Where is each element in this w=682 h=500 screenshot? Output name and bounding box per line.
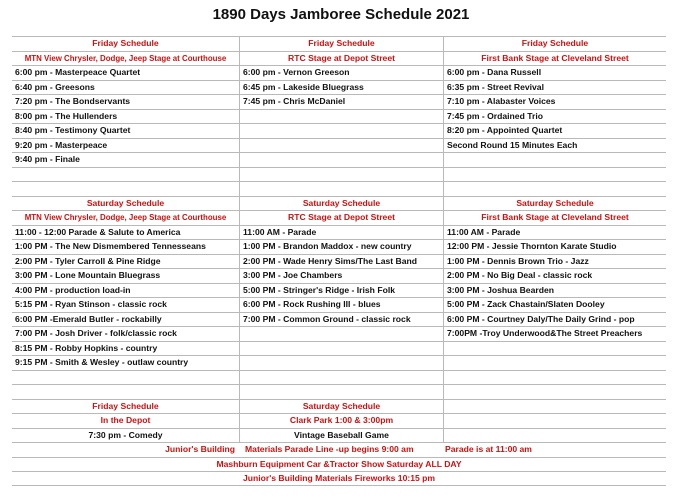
schedule-entry: 7:00 PM - Josh Driver - folk/classic rock xyxy=(15,328,177,338)
schedule-entry xyxy=(239,168,443,182)
schedule-entry: 2:00 PM - Tyler Carroll & Pine Ridge xyxy=(15,255,161,266)
schedule-entry: 6:00 pm - Dana Russell xyxy=(443,66,666,80)
schedule-entry: 1:00 PM - Brandon Maddox - new country xyxy=(239,240,443,254)
friday-header-depot: Friday Schedule xyxy=(239,37,443,51)
schedule-entry xyxy=(239,182,443,196)
schedule-entry: 8:15 PM - Robby Hopkins - country xyxy=(15,342,158,353)
schedule-entry: 7:20 pm - The Bondservants xyxy=(15,96,131,106)
schedule-row xyxy=(12,239,666,254)
schedule-entry: 5:00 PM - Stringer's Ridge - Irish Folk xyxy=(239,284,443,298)
extra-friday-item: 7:30 pm - Comedy xyxy=(88,429,163,440)
schedule-entry: 3:00 PM - Joshua Bearden xyxy=(443,284,666,298)
schedule-entry xyxy=(443,385,666,399)
saturday-header-cleveland: Saturday Schedule xyxy=(443,197,666,211)
schedule-row xyxy=(12,109,666,124)
schedule-row xyxy=(12,384,666,399)
schedule-entry: 9:20 pm - Masterpeace xyxy=(15,139,108,150)
schedule-entry: 9:15 PM - Smith & Wesley - outlaw country xyxy=(15,357,189,367)
schedule-row xyxy=(12,181,666,196)
schedule-row xyxy=(12,312,666,327)
schedule-entry: 1:00 PM - Dennis Brown Trio - Jazz xyxy=(443,255,666,269)
schedule-row xyxy=(12,355,666,370)
extra-sub-row xyxy=(12,413,666,428)
footer-fireworks: Junior's Building Materials Fireworks 10:15 pm xyxy=(242,473,436,483)
schedule-entry xyxy=(443,414,666,428)
extra-friday-header: Friday Schedule xyxy=(92,400,159,411)
extra-friday-location: In the Depot xyxy=(100,415,151,425)
footer-parade-row xyxy=(12,442,666,457)
friday-stage-cleveland: First Bank Stage at Cleveland Street xyxy=(443,52,666,66)
schedule-entry: 3:00 PM - Lone Mountain Bluegrass xyxy=(15,270,161,280)
schedule-entry: 11:00 - 12:00 Parade & Salute to America xyxy=(15,226,181,237)
extra-saturday-header: Saturday Schedule xyxy=(239,400,443,414)
extra-saturday-location: Clark Park 1:00 & 3:00pm xyxy=(239,414,443,428)
schedule-entry: 6:00 pm - Vernon Greeson xyxy=(239,66,443,80)
schedule-entry: 8:20 pm - Appointed Quartet xyxy=(443,124,666,138)
friday-header-cleveland: Friday Schedule xyxy=(443,37,666,51)
schedule-entry: 6:45 pm - Lakeside Bluegrass xyxy=(239,81,443,95)
schedule-row xyxy=(12,138,666,153)
schedule-row xyxy=(12,268,666,283)
schedule-entry: Second Round 15 Minutes Each xyxy=(443,139,666,153)
saturday-stage-courthouse: MTN View Chrysler, Dodge, Jeep Stage at Courthouse xyxy=(24,213,227,222)
schedule-row xyxy=(12,370,666,385)
page-title: 1890 Days Jamboree Schedule 2021 xyxy=(212,6,470,23)
schedule-entry: 7:45 pm - Ordained Trio xyxy=(443,110,666,124)
schedule-entry: 9:40 pm - Finale xyxy=(15,154,80,164)
schedule-row xyxy=(12,297,666,312)
schedule-entry xyxy=(12,182,239,196)
schedule-entry: 8:40 pm - Testimony Quartet xyxy=(15,125,131,135)
schedule-entry xyxy=(239,124,443,138)
saturday-header-row xyxy=(12,196,666,211)
schedule-entry: 6:00 pm - Masterpeace Quartet xyxy=(15,67,141,77)
schedule-entry xyxy=(443,371,666,385)
schedule-entry xyxy=(443,356,666,370)
schedule-row xyxy=(12,225,666,240)
schedule-entry: 6:00 PM - Courtney Daly/The Daily Grind - pop xyxy=(443,313,666,327)
schedule-entry: 2:00 PM - No Big Deal - classic rock xyxy=(443,269,666,283)
footer-parade-b: Materials Parade Line -up begins 9:00 am xyxy=(245,444,414,454)
schedule-row xyxy=(12,123,666,138)
footer-car-show: Mashburn Equipment Car &Tractor Show Saturday ALL DAY xyxy=(216,458,462,469)
schedule-row xyxy=(12,80,666,95)
schedule-entry xyxy=(443,182,666,196)
saturday-header-depot: Saturday Schedule xyxy=(239,197,443,211)
friday-stage-depot: RTC Stage at Depot Street xyxy=(239,52,443,66)
schedule-entry: 7:45 pm - Chris McDaniel xyxy=(239,95,443,109)
footer-parade-a: Junior's Building xyxy=(165,444,235,454)
schedule-entry: 5:00 PM - Zack Chastain/Slaten Dooley xyxy=(443,298,666,312)
saturday-stage-depot: RTC Stage at Depot Street xyxy=(239,211,443,225)
friday-header-row xyxy=(12,36,666,51)
footer-car-show-row xyxy=(12,457,666,472)
schedule-entry: 3:00 PM - Joe Chambers xyxy=(239,269,443,283)
schedule-entry xyxy=(443,400,666,414)
schedule-row xyxy=(12,65,666,80)
friday-header-courthouse: Friday Schedule xyxy=(92,38,159,48)
schedule-entry xyxy=(12,168,239,182)
schedule-entry xyxy=(239,139,443,153)
schedule-entry: 6:00 PM - Rock Rushing III - blues xyxy=(239,298,443,312)
schedule-entry xyxy=(12,371,239,385)
schedule-row xyxy=(12,94,666,109)
extra-saturday-item: Vintage Baseball Game xyxy=(239,429,443,443)
schedule-entry: 12:00 PM - Jessie Thornton Karate Studio xyxy=(443,240,666,254)
schedule-entry: 7:00 PM - Common Ground - classic rock xyxy=(239,313,443,327)
footer-parade-c: Parade is at 11:00 am xyxy=(445,444,532,454)
schedule-entry: 7:10 pm - Alabaster Voices xyxy=(443,95,666,109)
schedule-grid xyxy=(12,36,666,486)
schedule-entry: 6:00 PM -Emerald Butler - rockabilly xyxy=(15,313,162,324)
friday-stage-row xyxy=(12,51,666,66)
schedule-entry xyxy=(239,371,443,385)
schedule-entry: 6:35 pm - Street Revival xyxy=(443,81,666,95)
schedule-row xyxy=(12,283,666,298)
schedule-entry xyxy=(239,356,443,370)
schedule-entry xyxy=(239,342,443,356)
schedule-entry: 2:00 PM - Wade Henry Sims/The Last Band xyxy=(239,255,443,269)
saturday-header-courthouse: Saturday Schedule xyxy=(86,197,165,208)
schedule-entry xyxy=(443,429,666,443)
schedule-entry: 4:00 PM - production load-in xyxy=(15,284,131,295)
saturday-stage-row xyxy=(12,210,666,225)
schedule-entry: 11:00 AM - Parade xyxy=(239,226,443,240)
schedule-entry xyxy=(239,327,443,341)
schedule-entry: 7:00PM -Troy Underwood&The Street Preachers xyxy=(443,327,666,341)
footer-fireworks-row xyxy=(12,471,666,486)
schedule-row xyxy=(12,152,666,167)
schedule-entry xyxy=(443,153,666,167)
schedule-entry: 1:00 PM - The New Dismembered Tennesseans xyxy=(15,241,206,251)
schedule-entry: 5:15 PM - Ryan Stinson - classic rock xyxy=(15,299,167,309)
saturday-stage-cleveland: First Bank Stage at Cleveland Street xyxy=(443,211,666,225)
schedule-entry: 11:00 AM - Parade xyxy=(443,226,666,240)
schedule-row xyxy=(12,254,666,269)
schedule-row xyxy=(12,326,666,341)
schedule-entry xyxy=(12,385,239,399)
schedule-row xyxy=(12,341,666,356)
schedule-entry xyxy=(443,342,666,356)
schedule-entry xyxy=(443,168,666,182)
schedule-entry xyxy=(239,153,443,167)
extra-header-row xyxy=(12,399,666,414)
schedule-entry xyxy=(239,110,443,124)
schedule-row xyxy=(12,167,666,182)
schedule-entry xyxy=(239,385,443,399)
schedule-entry: 8:00 pm - The Hullenders xyxy=(15,110,118,121)
extra-item-row xyxy=(12,428,666,443)
friday-stage-courthouse: MTN View Chrysler, Dodge, Jeep Stage at Courthouse xyxy=(24,53,227,63)
schedule-entry: 6:40 pm - Greesons xyxy=(15,81,95,92)
